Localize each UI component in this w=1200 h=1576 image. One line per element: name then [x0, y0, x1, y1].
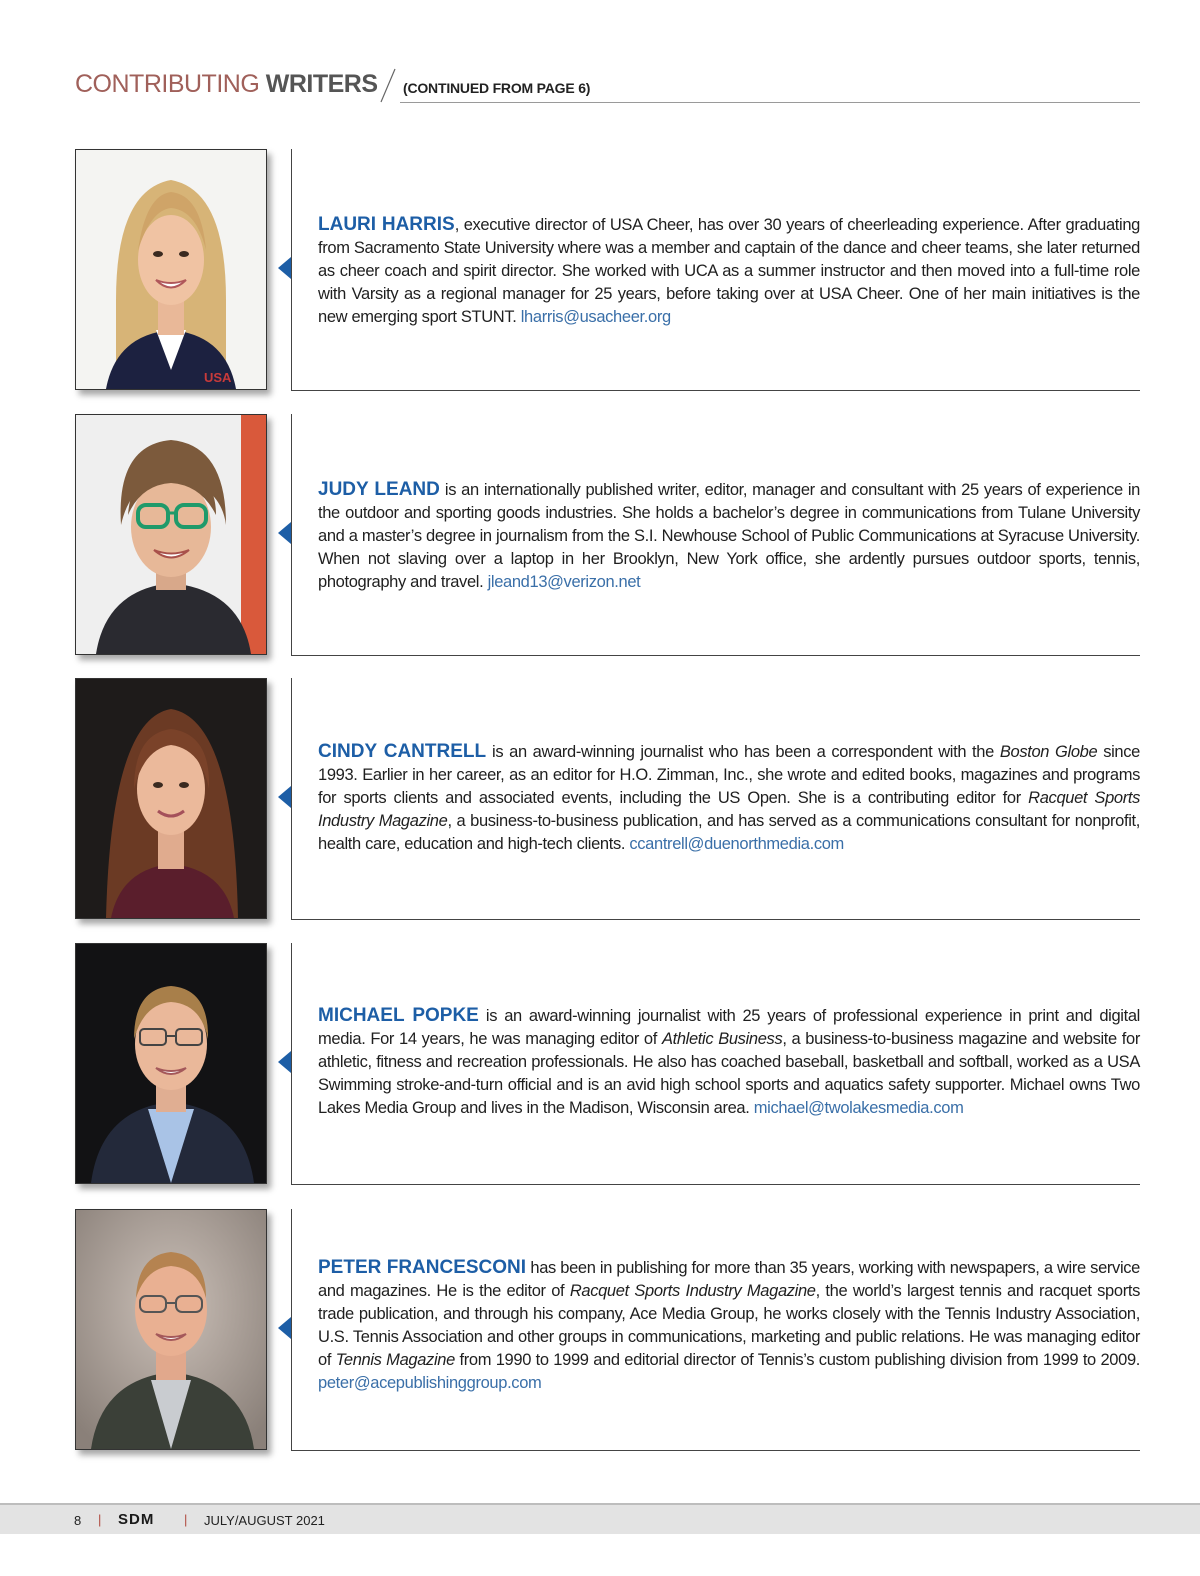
writer-photo-cindy-cantrell: [75, 678, 267, 919]
publication-title: Racquet Sports Industry Magazine: [318, 789, 1141, 830]
footer-separator: |: [184, 1512, 188, 1527]
footer-rule: [0, 1503, 1200, 1505]
pointer-arrow-icon: [278, 1051, 291, 1073]
publication-title: Athletic Business: [661, 1030, 783, 1048]
entry-bottom-rule: [291, 390, 1140, 391]
entry-vertical-rule: [291, 1209, 292, 1451]
entry-vertical-rule: [291, 678, 292, 920]
entry-bottom-rule: [291, 1184, 1140, 1185]
writer-photo-michael-popke: [75, 943, 267, 1184]
entry-vertical-rule: [291, 149, 292, 391]
svg-text:USA: USA: [204, 370, 232, 385]
page-number: 8: [74, 1513, 82, 1528]
writer-name: JUDY LEAND: [318, 479, 440, 500]
page-footer: [0, 1503, 1200, 1534]
writer-email-link[interactable]: jleand13@verizon.net: [487, 573, 641, 591]
entry-bottom-rule: [291, 1450, 1140, 1451]
writer-bio: LAURI HARRIS, executive director of USA Cheer, has over 30 years of cheerleading experience. After graduating from Sacramento State University where was a member and captain of the dance and cheer teams, she later returned as cheer coach and spirit director. She worked with UCA as a summer instructor and then moved into a full-time role with Varsity as a regional manager for 25 years, before taking over at USA Cheer. One of her main initiatives is the new emerging sport STUNT. lharris@usacheer.org: [318, 214, 1140, 326]
writer-bio: JUDY LEAND is an internationally published writer, editor, manager and consultant with 25 years of experience in the outdoor and sporting goods industries. She holds a bachelor’s degree in communications from Tulane University and a master’s degree in journalism from the S.I. Newhouse School of Public Communications at Syracuse University. When not slaving over a laptop in her Brooklyn, New York office, she ardently pursues outdoor sports, tennis, photography and travel. jleand13@verizon.net: [318, 479, 1140, 591]
entry-vertical-rule: [291, 414, 292, 656]
issue-date: JULY/AUGUST 2021: [204, 1513, 325, 1528]
writer-name: MICHAEL POPKE: [318, 1005, 479, 1026]
writer-name: LAURI HARRIS: [318, 214, 455, 235]
writer-name: PETER FRANCESCONI: [318, 1257, 527, 1278]
writer-photo-judy-leand: [75, 414, 267, 655]
publication-title: Boston Globe: [999, 743, 1098, 761]
writer-entry: [75, 1209, 1140, 1452]
entry-vertical-rule: [291, 943, 292, 1185]
footer-separator: |: [98, 1512, 102, 1527]
writer-email-link[interactable]: ccantrell@duenorthmedia.com: [629, 835, 844, 853]
pointer-arrow-icon: [278, 1317, 291, 1339]
writer-entry: [75, 149, 1140, 392]
pointer-arrow-icon: [278, 257, 291, 279]
page-header: [75, 68, 1140, 104]
writer-email-link[interactable]: michael@twolakesmedia.com: [753, 1099, 964, 1117]
writer-entry: [75, 414, 1140, 657]
writer-entry: [75, 943, 1140, 1186]
writer-bio: PETER FRANCESCONI has been in publishing for more than 35 years, working with newspapers, a wire service and magazines. He is the editor of Racquet Sports Industry Magazine, the world’s largest tennis and racquet sports trade publication, and through his company, Ace Media Group, he works closely with the Tennis Industry Association, U.S. Tennis Association and other groups in communications, marketing and public relations. He was managing editor of Tennis Magazine from 1990 to 1999 and editorial director of Tennis’s custom publishing division from 1999 to 2009. peter@acepublishinggroup.com: [318, 1257, 1141, 1392]
writer-name: CINDY CANTRELL: [318, 741, 487, 762]
writer-email-link[interactable]: peter@acepublishinggroup.com: [318, 1374, 542, 1392]
writer-entry: [75, 678, 1140, 921]
section-title: CONTRIBUTING WRITERS: [75, 70, 378, 98]
sdm-logo: SDM: [118, 1511, 155, 1528]
writer-photo-peter-francesconi: [75, 1209, 267, 1450]
entry-bottom-rule: [291, 919, 1140, 920]
writer-bio: CINDY CANTRELL is an award-winning journalist who has been a correspondent with the Boston Globe since 1993. Earlier in her career, as an editor for H.O. Zimman, Inc., she wrote and edited books, magazines and programs for sports clients and associated events, including the US Open. She is a contributing editor for Racquet Sports Industry Magazine, a business-to-business publication, and has served as a communications consultant for nonprofit, health care, education and high-tech clients. ccantrell@duenorthmedia.com: [318, 741, 1141, 853]
pointer-arrow-icon: [278, 522, 291, 544]
writer-photo-lauri-harris: [75, 149, 267, 390]
writer-email-link[interactable]: lharris@usacheer.org: [520, 308, 671, 326]
slash-divider-icon: [377, 68, 397, 104]
section-title-bold: WRITERS: [265, 70, 378, 98]
publication-title: Racquet Sports Industry Magazine: [569, 1282, 816, 1300]
header-rule: [400, 102, 1140, 103]
pointer-arrow-icon: [278, 786, 291, 808]
continued-note: (CONTINUED FROM PAGE 6): [403, 80, 591, 96]
entry-bottom-rule: [291, 655, 1140, 656]
publication-title: Tennis Magazine: [335, 1351, 455, 1369]
writer-bio: MICHAEL POPKE is an award-winning journalist with 25 years of professional experience in print and digital media. For 14 years, he was managing editor of Athletic Business, a business-to-business magazine and website for athletic, fitness and recreation professionals. He also has coached baseball, basketball and softball, worked as a USA Swimming stroke-and-turn official and is an avid high school sports and aquatics safety supporter. Michael owns Two Lakes Media Group and lives in the Madison, Wisconsin area. michael@twolakesmedia.com: [318, 1005, 1140, 1117]
